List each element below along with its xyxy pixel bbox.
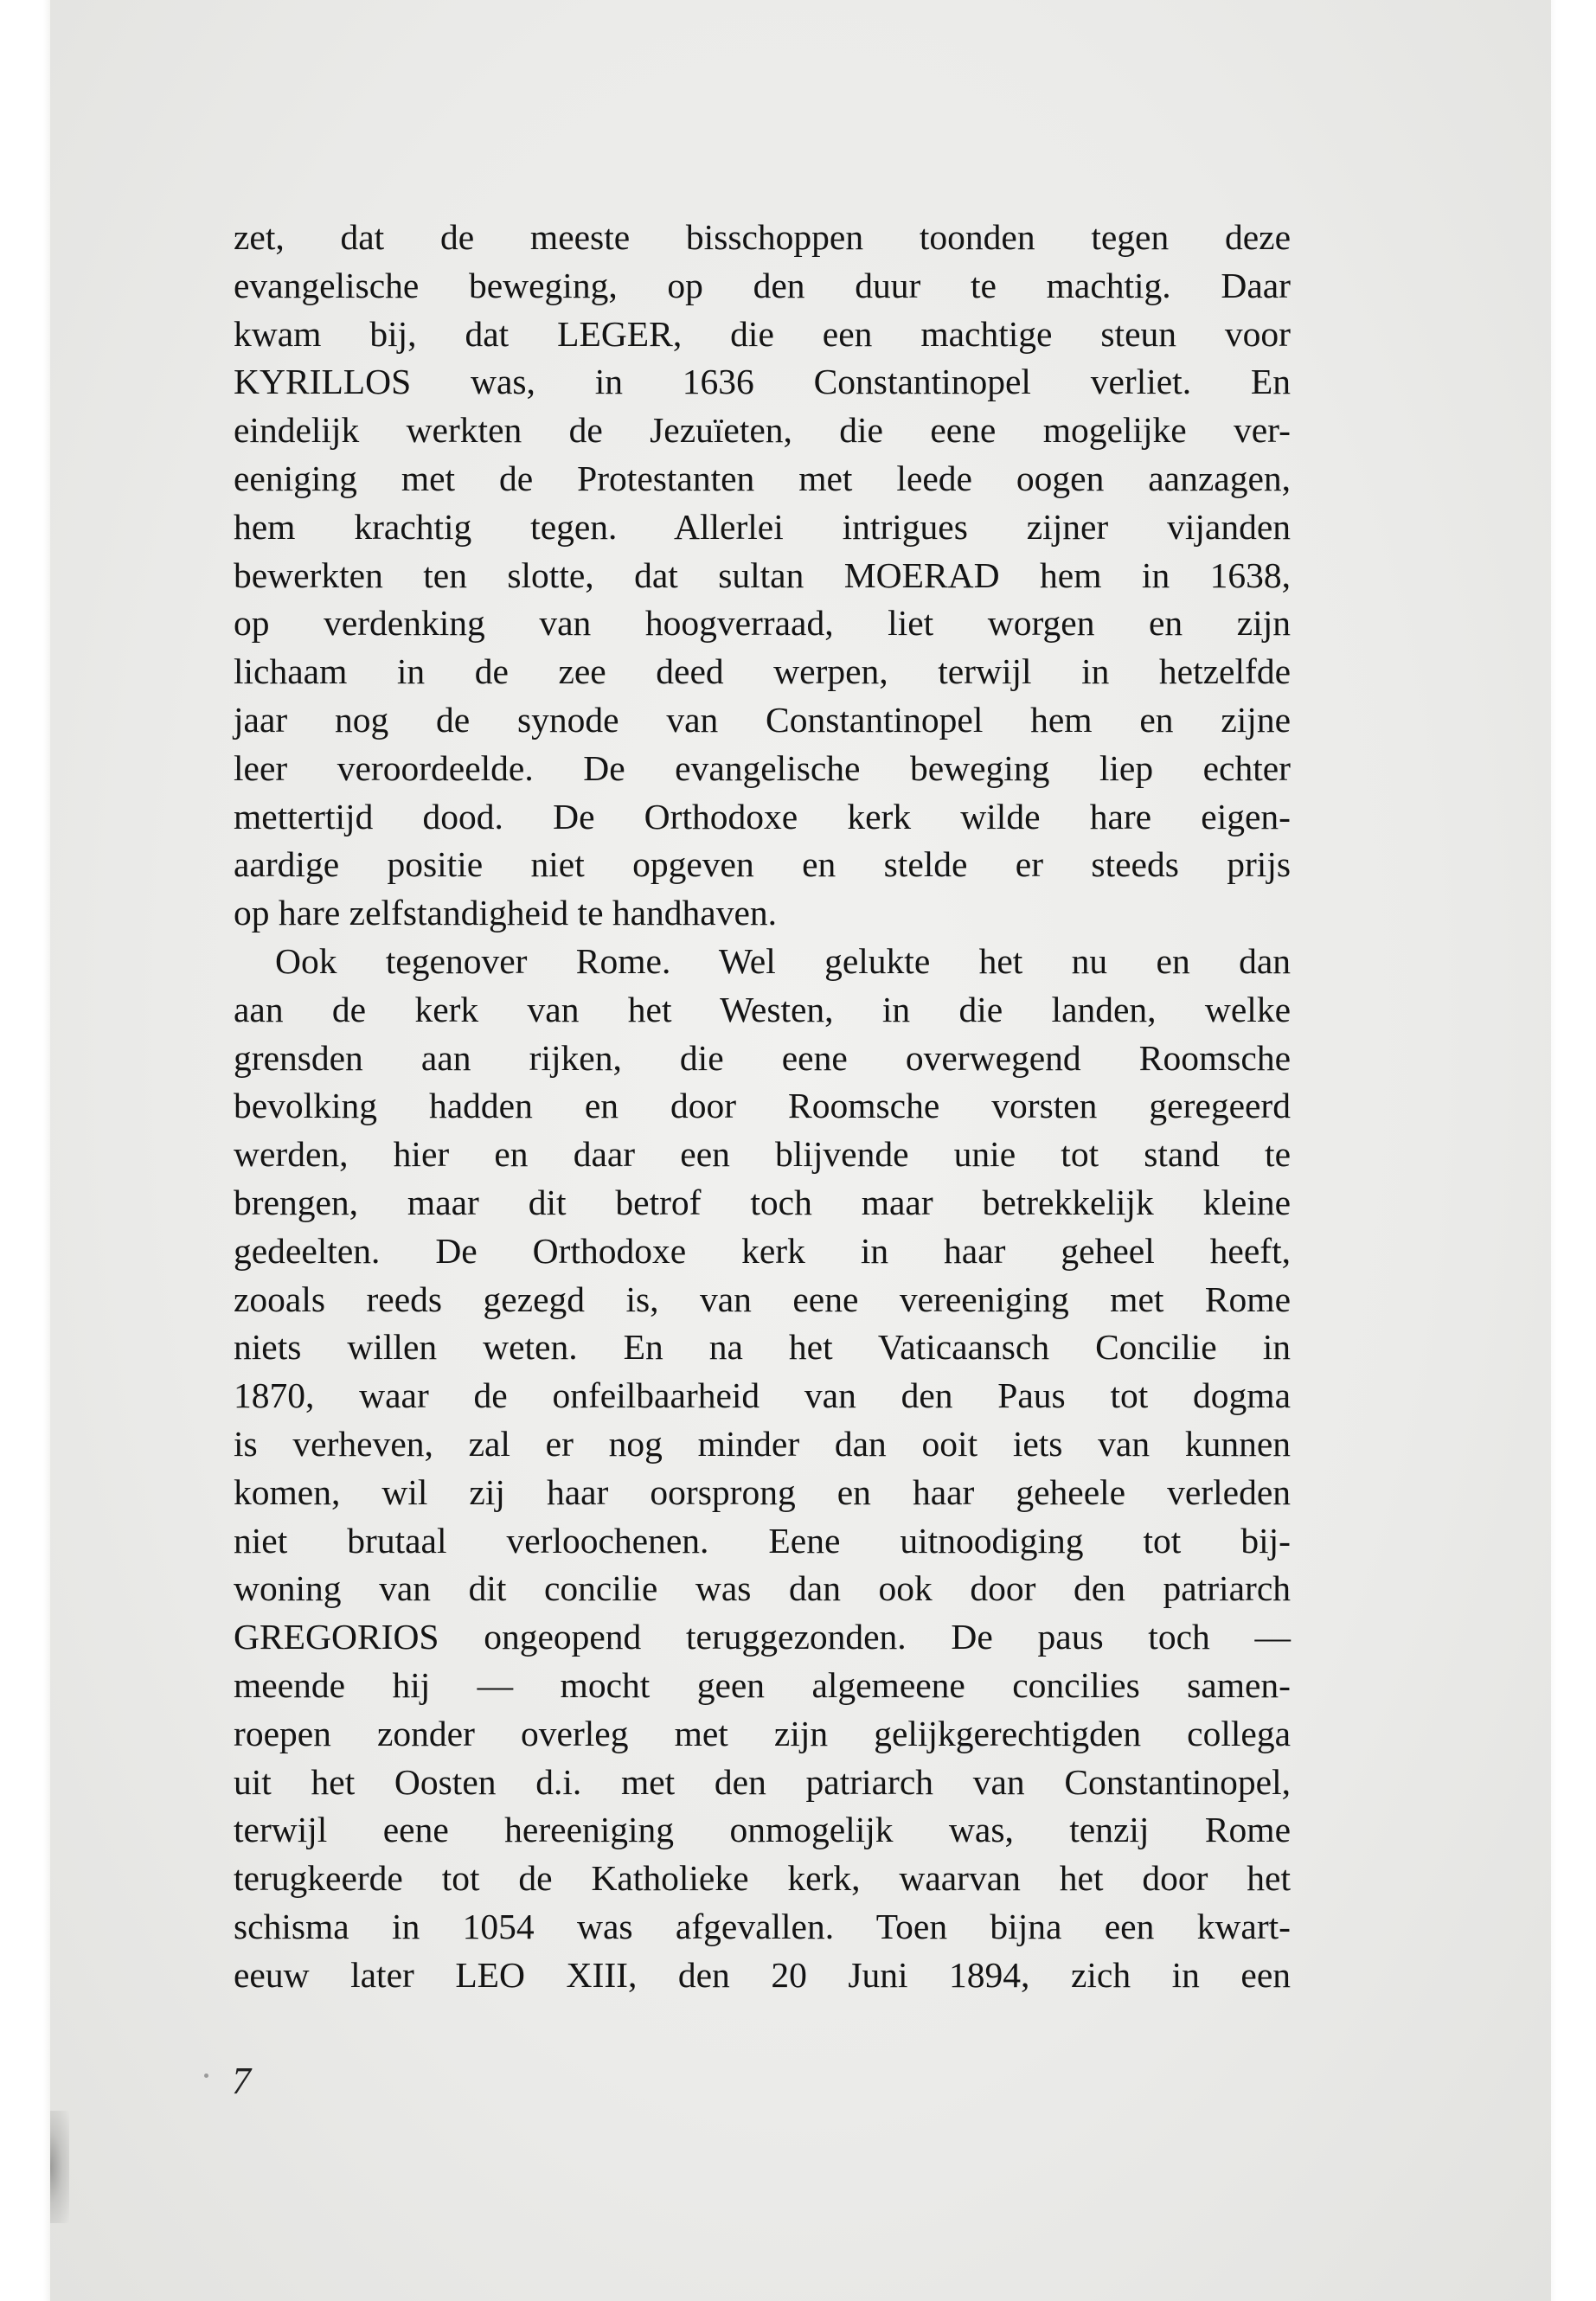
text-line: roepen zonder overleg met zijn gelijkgerechtigden collega bbox=[234, 1713, 1291, 1753]
text-line: uit het Oosten d.i. met den patriarch van Constantinopel, bbox=[234, 1761, 1291, 1802]
text-line: schisma in 1054 was afgevallen. Toen bijna een kwart- bbox=[234, 1906, 1291, 1946]
text-line: hem krachtig tegen. Allerlei intrigues zijner vijanden bbox=[234, 506, 1291, 547]
text-line: terugkeerde tot de Katholieke kerk, waarvan het door het bbox=[234, 1858, 1291, 1899]
text-line: Ook tegenover Rome. Wel gelukte het nu en dan bbox=[275, 940, 1291, 981]
text-line: op verdenking van hoogverraad, liet worgen en zijn bbox=[234, 603, 1291, 644]
text-line: evangelische beweging, op den duur te machtig. Daar bbox=[234, 265, 1291, 305]
text-line: aan de kerk van het Westen, in die landen, welke bbox=[234, 989, 1291, 1029]
text-line: bewerkten ten slotte, dat sultan MOERAD hem in 1638, bbox=[234, 554, 1291, 595]
text-line: eindelijk werkten de Jezuïeten, die eene mogelijke ver- bbox=[234, 410, 1291, 451]
binding-shadow bbox=[50, 2111, 69, 2223]
text-line: woning van dit concilie was dan ook door den patriarch bbox=[234, 1568, 1291, 1609]
text-line: brengen, maar dit betrof toch maar betrekkelijk kleine bbox=[234, 1182, 1291, 1222]
text-line: eeniging met de Protestanten met leede oogen aanzagen, bbox=[234, 458, 1291, 498]
text-line: niet brutaal verloochenen. Eene uitnoodiging tot bij- bbox=[234, 1520, 1291, 1561]
text-line: niets willen weten. En na het Vaticaansch Concilie in bbox=[234, 1327, 1291, 1368]
text-line: is verheven, zal er nog minder dan ooit iets van kunnen bbox=[234, 1423, 1291, 1464]
text-line: lichaam in de zee deed werpen, terwijl in hetzelfde bbox=[234, 651, 1291, 692]
text-line: komen, wil zij haar oorsprong en haar geheele verleden bbox=[234, 1471, 1291, 1512]
text-line: KYRILLOS was, in 1636 Constantinopel verliet. En bbox=[234, 362, 1291, 402]
page-number: 7 bbox=[232, 2060, 251, 2102]
text-line: jaar nog de synode van Constantinopel hem en zijne bbox=[234, 699, 1291, 740]
text-line: aardige positie niet opgeven en stelde er steeds prijs bbox=[234, 844, 1291, 885]
text-line: grensden aan rijken, die eene overwegend Roomsche bbox=[234, 1037, 1291, 1078]
text-line: 1870, waar de onfeilbaarheid van den Paus tot dogma bbox=[234, 1375, 1291, 1416]
paper-speck bbox=[204, 2073, 208, 2078]
text-line: werden, hier en daar een blijvende unie tot stand te bbox=[234, 1134, 1291, 1175]
text-line: gedeelten. De Orthodoxe kerk in haar geheel heeft, bbox=[234, 1230, 1291, 1271]
text-line: terwijl eene hereeniging onmogelijk was, tenzij Rome bbox=[234, 1810, 1291, 1850]
text-line: op hare zelfstandigheid te handhaven. bbox=[234, 893, 778, 933]
text-line: zooals reeds gezegd is, van eene vereeniging met Rome bbox=[234, 1279, 1291, 1319]
text-line: mettertijd dood. De Orthodoxe kerk wilde hare eigen- bbox=[234, 796, 1291, 836]
text-line: leer veroordeelde. De evangelische beweging liep echter bbox=[234, 747, 1291, 788]
body-text bbox=[234, 214, 1291, 1999]
text-line: eeuw later LEO XIII, den 20 Juni 1894, zich in een bbox=[234, 1954, 1291, 1995]
text-line: GREGORIOS ongeopend teruggezonden. De paus toch — bbox=[234, 1617, 1291, 1657]
text-line: meende hij — mocht geen algemeene concilies samen- bbox=[234, 1664, 1291, 1705]
text-line: bevolking hadden en door Roomsche vorsten geregeerd bbox=[234, 1086, 1291, 1126]
text-line: kwam bij, dat LEGER, die een machtige steun voor bbox=[234, 313, 1291, 354]
text-line: zet, dat de meeste bisschoppen toonden tegen deze bbox=[234, 217, 1291, 257]
